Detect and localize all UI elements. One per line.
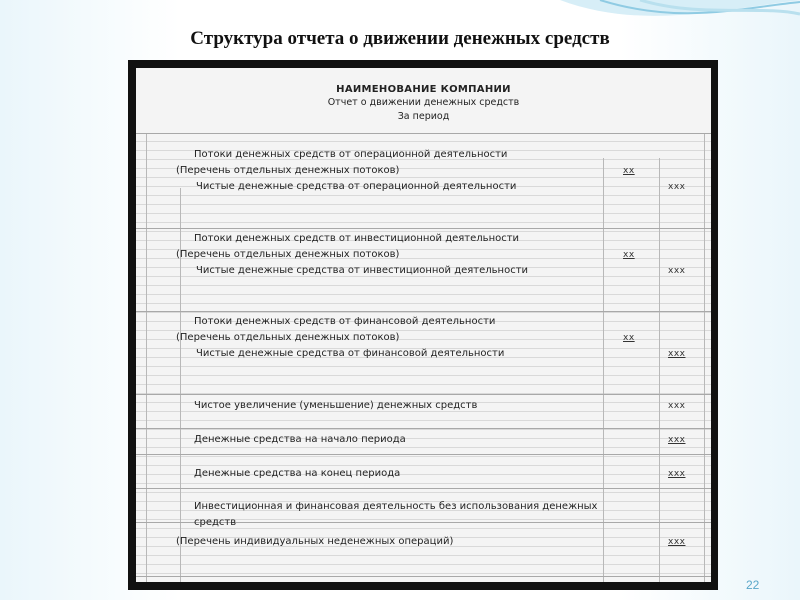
opening-balance-mark: xxx [668,435,686,445]
net-change-label: Чистое увеличение (уменьшение) денежных средств [194,400,478,411]
investing-net-mark: xxx [668,266,686,276]
non-cash-label: Инвестиционная и финансовая деятельность без использования денежных средств [194,501,598,528]
non-cash-mark: xxx [668,537,686,547]
operating-list-mark: xx [623,166,635,176]
grid-line [136,133,711,134]
report-header [136,68,711,133]
financing-list-mark: xx [623,333,635,343]
grid-line [136,311,711,312]
grid-line [136,394,711,395]
grid-line [146,133,147,582]
report-sheet [136,68,711,582]
net-change-mark: xxx [668,401,686,411]
grid-line [136,488,711,489]
operating-net-label: Чистые денежные средства от операционной деятельности [196,181,517,192]
investing-list-mark: xx [623,250,635,260]
page-number: 22 [746,578,760,592]
closing-balance-mark: xxx [668,469,686,479]
grid-line [136,228,711,229]
grid-line [659,158,660,582]
operating-list-label: (Перечень отдельных денежных потоков) [176,165,400,176]
financing-net-mark: xxx [668,349,686,359]
slide-title: Структура отчета о движении денежных средств [190,28,610,49]
investing-net-label: Чистые денежные средства от инвестиционной деятельности [196,265,529,276]
report-period: За период [397,111,450,122]
report-name: Отчет о движении денежных средств [327,97,520,108]
grid-line [136,576,711,577]
operating-heading: Потоки денежных средств от операционной деятельности [194,149,508,160]
company-name: НАИМЕНОВАНИЕ КОМПАНИИ [336,84,511,95]
report-table-image [128,60,718,590]
non-cash-list-label: (Перечень индивидуальных неденежных операций) [176,536,454,547]
grid-line [136,454,711,455]
closing-balance-label: Денежные средства на конец периода [194,468,401,479]
investing-list-label: (Перечень отдельных денежных потоков) [176,249,400,260]
opening-balance-label: Денежные средства на начало периода [194,434,406,445]
operating-net-mark: xxx [668,182,686,192]
investing-heading: Потоки денежных средств от инвестиционной деятельности [194,233,520,244]
financing-list-label: (Перечень отдельных денежных потоков) [176,332,400,343]
grid-line [704,133,705,582]
financing-net-label: Чистые денежные средства от финансовой деятельности [196,348,505,359]
financing-heading: Потоки денежных средств от финансовой деятельности [194,316,496,327]
grid-line [136,428,711,429]
